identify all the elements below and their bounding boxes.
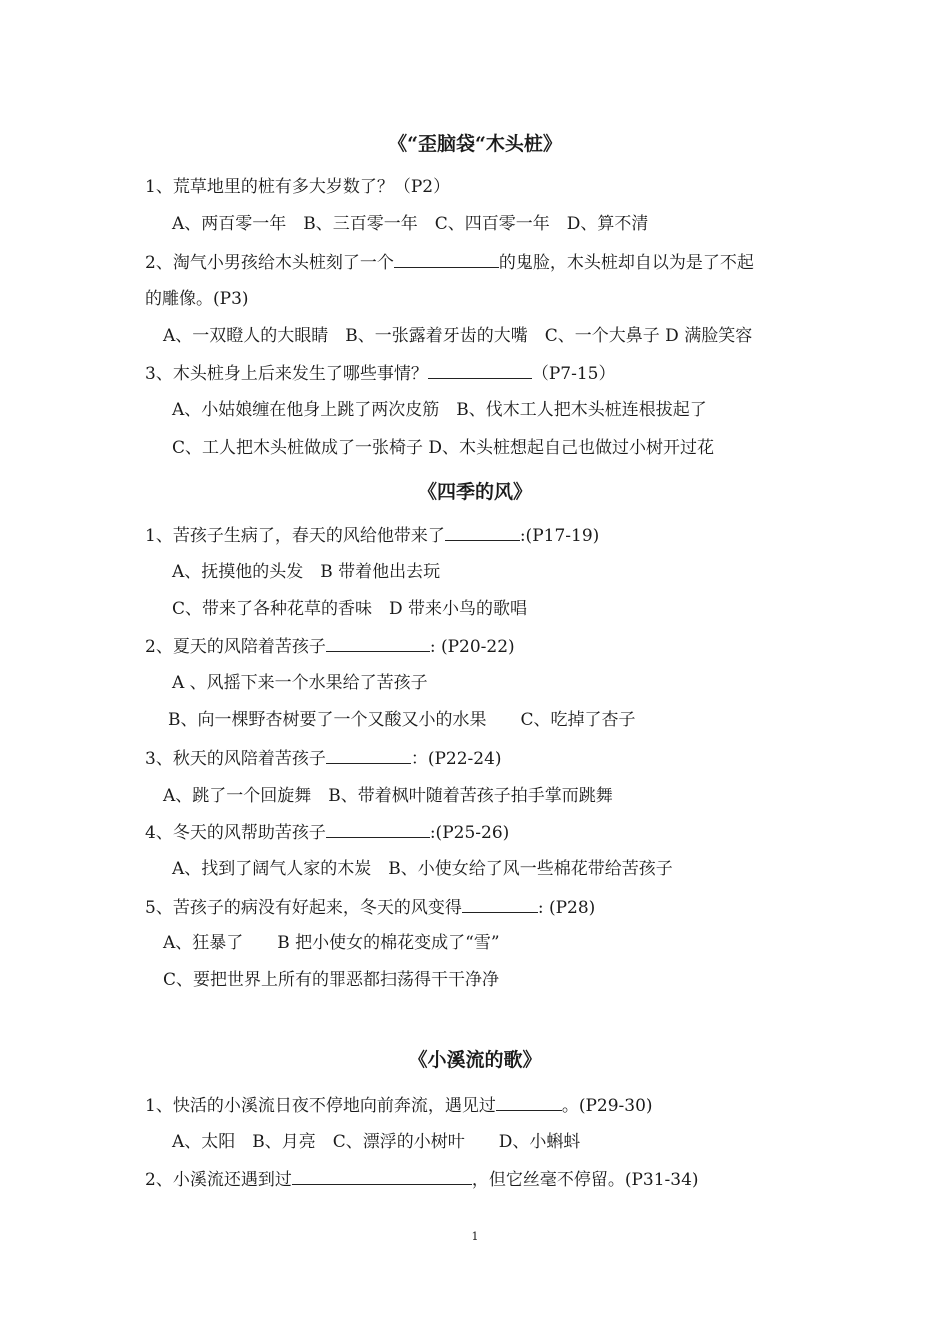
question-suffix: :(P25-26) (429, 823, 510, 843)
answer-options: A、抚摸他的头发 B 带着他出去玩 (172, 562, 441, 582)
question-text (145, 634, 515, 659)
answer-options: A、狂暴了 B 把小使女的棉花变成了“雪” (163, 933, 500, 953)
answer-options: A、一双瞪人的大眼睛 B、一张露着牙齿的大嘴 C、一个大鼻子 D 满脸笑容 (163, 326, 753, 346)
question-prefix: 1、苦孩子生病了，春天的风给他带来了 (145, 526, 445, 546)
answer-blank[interactable] (428, 361, 532, 379)
page-number: 1 (471, 1230, 479, 1243)
answer-options: B、向一棵野杏树要了一个又酸又小的水果 C、吃掉了杏子 (168, 710, 636, 730)
answer-options: C、工人把木头桩做成了一张椅子 D、木头桩想起自己也做过小树开过花 (172, 438, 715, 458)
question-prefix: 2、夏天的风陪着苦孩子 (145, 637, 326, 657)
question-suffix: 。(P29-30) (561, 1096, 653, 1116)
answer-options: A、小姑娘缠在他身上跳了两次皮筋 B、伐木工人把木头桩连根拔起了 (172, 400, 707, 420)
question-prefix: 2、淘气小男孩给木头桩刻了一个 (145, 253, 394, 273)
answer-options: A 、风摇下来一个水果给了苦孩子 (172, 673, 428, 693)
question-prefix: 5、苦孩子的病没有好起来，冬天的风变得 (145, 898, 462, 918)
question-text (145, 1093, 653, 1118)
question-text (145, 820, 509, 845)
question-prefix: 2、小溪流还遇到过 (145, 1170, 292, 1190)
answer-blank[interactable] (326, 820, 430, 838)
question-prefix: 1、快活的小溪流日夜不停地向前奔流，遇见过 (145, 1096, 496, 1116)
question-text: 1、荒草地里的桩有多大岁数了？（P2） (145, 177, 451, 197)
question-text (145, 250, 754, 275)
question-suffix: ：(P22-24) (410, 749, 502, 769)
question-suffix: （P7-15） (531, 364, 616, 384)
answer-blank[interactable] (462, 895, 538, 913)
answer-options: C、带来了各种花草的香味 D 带来小鸟的歌唱 (172, 599, 528, 619)
question-text (145, 523, 599, 548)
question-suffix: : (P20-22) (429, 637, 515, 657)
question-prefix: 3、木头桩身上后来发生了哪些事情？ (145, 364, 428, 384)
question-suffix: :(P17-19) (519, 526, 600, 546)
question-prefix: 4、冬天的风帮助苦孩子 (145, 823, 326, 843)
section-title: 《“歪脑袋“木头桩》 (388, 133, 562, 155)
question-suffix: 的鬼脸，木头桩却自以为是了不起 (498, 253, 754, 273)
answer-options: A、两百零一年 B、三百零一年 C、四百零一年 D、算不清 (172, 214, 649, 234)
answer-options: A、太阳 B、月亮 C、漂浮的小树叶 D、小蝌蚪 (172, 1132, 581, 1152)
answer-blank[interactable] (326, 634, 430, 652)
question-text (145, 895, 595, 920)
answer-blank[interactable] (445, 523, 520, 541)
answer-blank[interactable] (326, 746, 411, 764)
question-suffix: : (P28) (537, 898, 596, 918)
question-prefix: 3、秋天的风陪着苦孩子 (145, 749, 326, 769)
answer-blank[interactable] (292, 1167, 472, 1185)
answer-options: A、跳了一个回旋舞 B、带着枫叶随着苦孩子拍手掌而跳舞 (163, 786, 613, 806)
question-suffix: ，但它丝毫不停留。(P31-34) (471, 1170, 699, 1190)
question-continuation: 的雕像。(P3) (145, 289, 249, 309)
answer-options: C、要把世界上所有的罪恶都扫荡得干干净净 (163, 970, 500, 990)
answer-options: A、找到了阔气人家的木炭 B、小使女给了风一些棉花带给苦孩子 (172, 859, 673, 879)
section-title: 《小溪流的歌》 (408, 1049, 542, 1071)
answer-blank[interactable] (496, 1093, 562, 1111)
section-title: 《四季的风》 (417, 481, 532, 503)
question-text (145, 1167, 699, 1192)
question-text (145, 746, 502, 771)
question-text (145, 361, 615, 386)
answer-blank[interactable] (394, 250, 499, 268)
